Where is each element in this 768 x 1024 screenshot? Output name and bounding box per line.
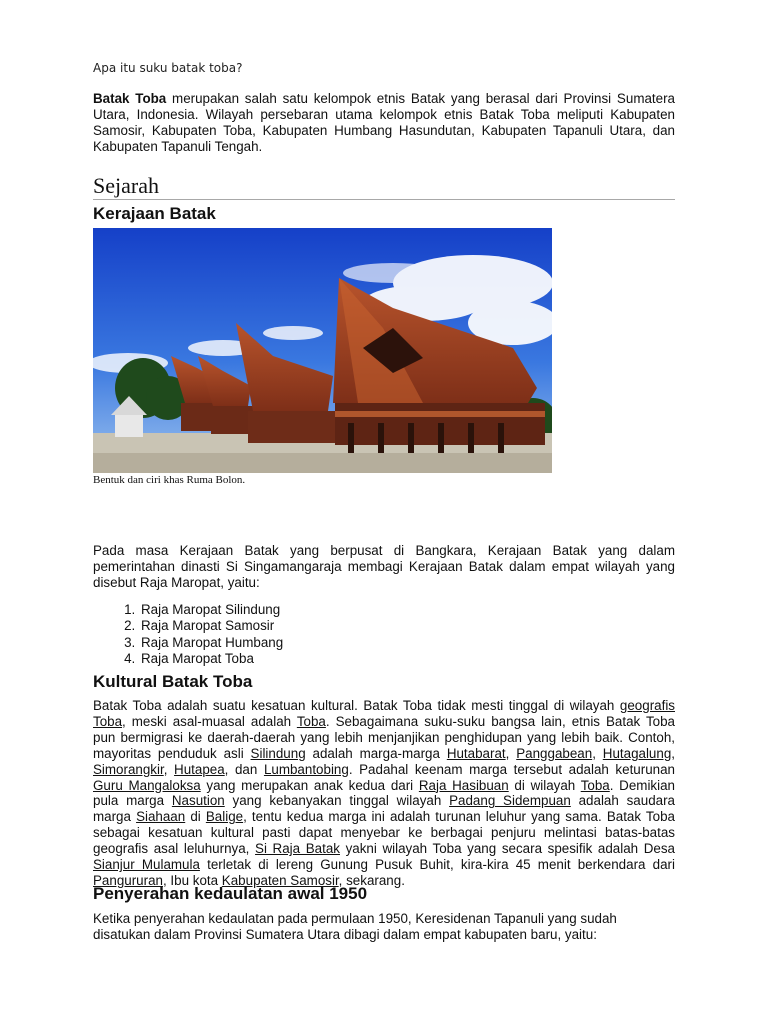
text: , dan — [224, 761, 264, 777]
text: terletak di lereng Gunung Pusuk Buhit, kira-kira 45 menit berkendara dari — [199, 857, 675, 873]
text: , — [671, 745, 676, 761]
link-silindung[interactable]: Silindung — [250, 745, 306, 761]
text: yakni wilayah Toba yang secara spesifik adalah Desa — [339, 841, 675, 857]
link-toba[interactable]: Toba — [93, 713, 123, 729]
link-hutapea[interactable]: Hutapea — [174, 761, 225, 777]
section-heading-sejarah: Sejarah — [93, 174, 675, 200]
link-hutabarat[interactable]: Hutabarat — [446, 745, 506, 761]
link-toba[interactable]: Toba — [296, 713, 326, 729]
text: di — [185, 809, 206, 825]
list-item: 4. Raja Maropat Toba — [139, 651, 283, 667]
text: , meski asal-muasal adalah — [122, 713, 297, 729]
intro-text: merupakan salah satu kelompok etnis Batak yang berasal dari Provinsi Sumatera Utara, Indonesia. Wilayah persebaran utama kelompok etnis Batak Toba meliputi Kabupaten Samosir, Kabupaten Toba, Kabupaten Humbang Hasundutan, Kabupaten Tapanuli Utara, dan Kabupaten Tapanuli Tengah. — [93, 91, 675, 154]
link-toba[interactable]: Toba — [580, 777, 610, 793]
link-simorangkir[interactable]: Simorangkir — [93, 761, 164, 777]
question-line: Apa itu suku batak toba? — [93, 61, 243, 75]
text: , — [592, 745, 603, 761]
link-sianjur-mulamula[interactable]: Sianjur Mulamula — [93, 857, 200, 873]
ruma-bolon-photo — [93, 228, 552, 473]
text: di wilayah — [508, 777, 581, 793]
intro-bold: Batak Toba — [93, 91, 167, 106]
text: yang kebanyakan tinggal wilayah — [224, 793, 450, 809]
link-geografis[interactable]: geografis — [619, 698, 675, 713]
kultural-paragraph — [93, 698, 675, 889]
text: , Ibu kota — [162, 872, 222, 888]
list-item: 3. Raja Maropat Humbang — [139, 635, 283, 651]
link-padang-sidempuan[interactable]: Padang Sidempuan — [449, 793, 571, 809]
link-nasution[interactable]: Nasution — [171, 793, 225, 809]
subheading-kultural: Kultural Batak Toba — [93, 672, 253, 691]
text: , — [163, 761, 175, 777]
link-siahaan[interactable]: Siahaan — [136, 809, 186, 825]
text: Batak Toba adalah suatu kesatuan kultural. Batak Toba tidak mesti tinggal di wilayah — [93, 698, 620, 713]
pada-paragraph: Pada masa Kerajaan Batak yang berpusat di Bangkara, Kerajaan Batak yang dalam pemerintahan dinasti Si Singamangaraja membagi Kerajaan Batak dalam empat wilayah yang disebut Raja Maropat, yaitu: — [93, 543, 675, 590]
photo-caption: Bentuk dan ciri khas Ruma Bolon. — [93, 474, 246, 486]
link-lumbantobing[interactable]: Lumbantobing — [263, 761, 349, 777]
link-guru-mangaloksa[interactable]: Guru Mangaloksa — [93, 777, 201, 793]
text: adalah marga-marga — [305, 745, 447, 761]
text: . Sebagaimana suku-suku bangsa lain, etnis Batak Toba pun bermigrasi ke daerah-daerah yang lebih menjanjikan penghidupan yang lebih baik. Contoh, mayoritas penduduk asli — [93, 713, 675, 761]
subheading-penyerahan: Penyerahan kedaulatan awal 1950 — [93, 884, 368, 903]
list-item: 2. Raja Maropat Samosir — [139, 618, 283, 634]
text: , sekarang. — [338, 872, 405, 888]
text: , — [505, 745, 517, 761]
link-kabupaten-samosir[interactable]: Kabupaten Samosir — [221, 872, 339, 888]
text: yang merupakan anak kedua dari — [200, 777, 419, 793]
link-balige[interactable]: Balige — [205, 809, 244, 825]
subheading-kerajaan-batak: Kerajaan Batak — [93, 204, 216, 223]
text: adalah saudara marga — [93, 793, 676, 825]
raja-maropat-list — [93, 602, 283, 667]
text: , tentu kedua marga ini adalah turunan leluhur yang sama. Batak Toba sebagai kesatuan kultural pasti dapat menyebar ke berbagai penjuru melintasi batas-batas geografis asal leluhurnya, — [93, 809, 675, 857]
text: . Demikian pula marga — [93, 777, 675, 809]
link-hutagalung[interactable]: Hutagalung — [602, 745, 672, 761]
link-si-raja-batak[interactable]: Si Raja Batak — [255, 841, 340, 857]
list-item: 1. Raja Maropat Silindung — [139, 602, 283, 618]
link-panggabean[interactable]: Panggabean — [516, 745, 593, 761]
ketika-paragraph: Ketika penyerahan kedaulatan pada permulaan 1950, Keresidenan Tapanuli yang sudah disatukan dalam Provinsi Sumatera Utara dibagi dalam empat kabupaten baru, yaitu: — [93, 911, 617, 942]
link-raja-hasibuan[interactable]: Raja Hasibuan — [418, 777, 509, 793]
intro-paragraph — [93, 91, 675, 155]
text: . Padahal keenam marga tersebut adalah keturunan — [348, 761, 675, 777]
link-pangururan[interactable]: Pangururan — [93, 872, 163, 888]
